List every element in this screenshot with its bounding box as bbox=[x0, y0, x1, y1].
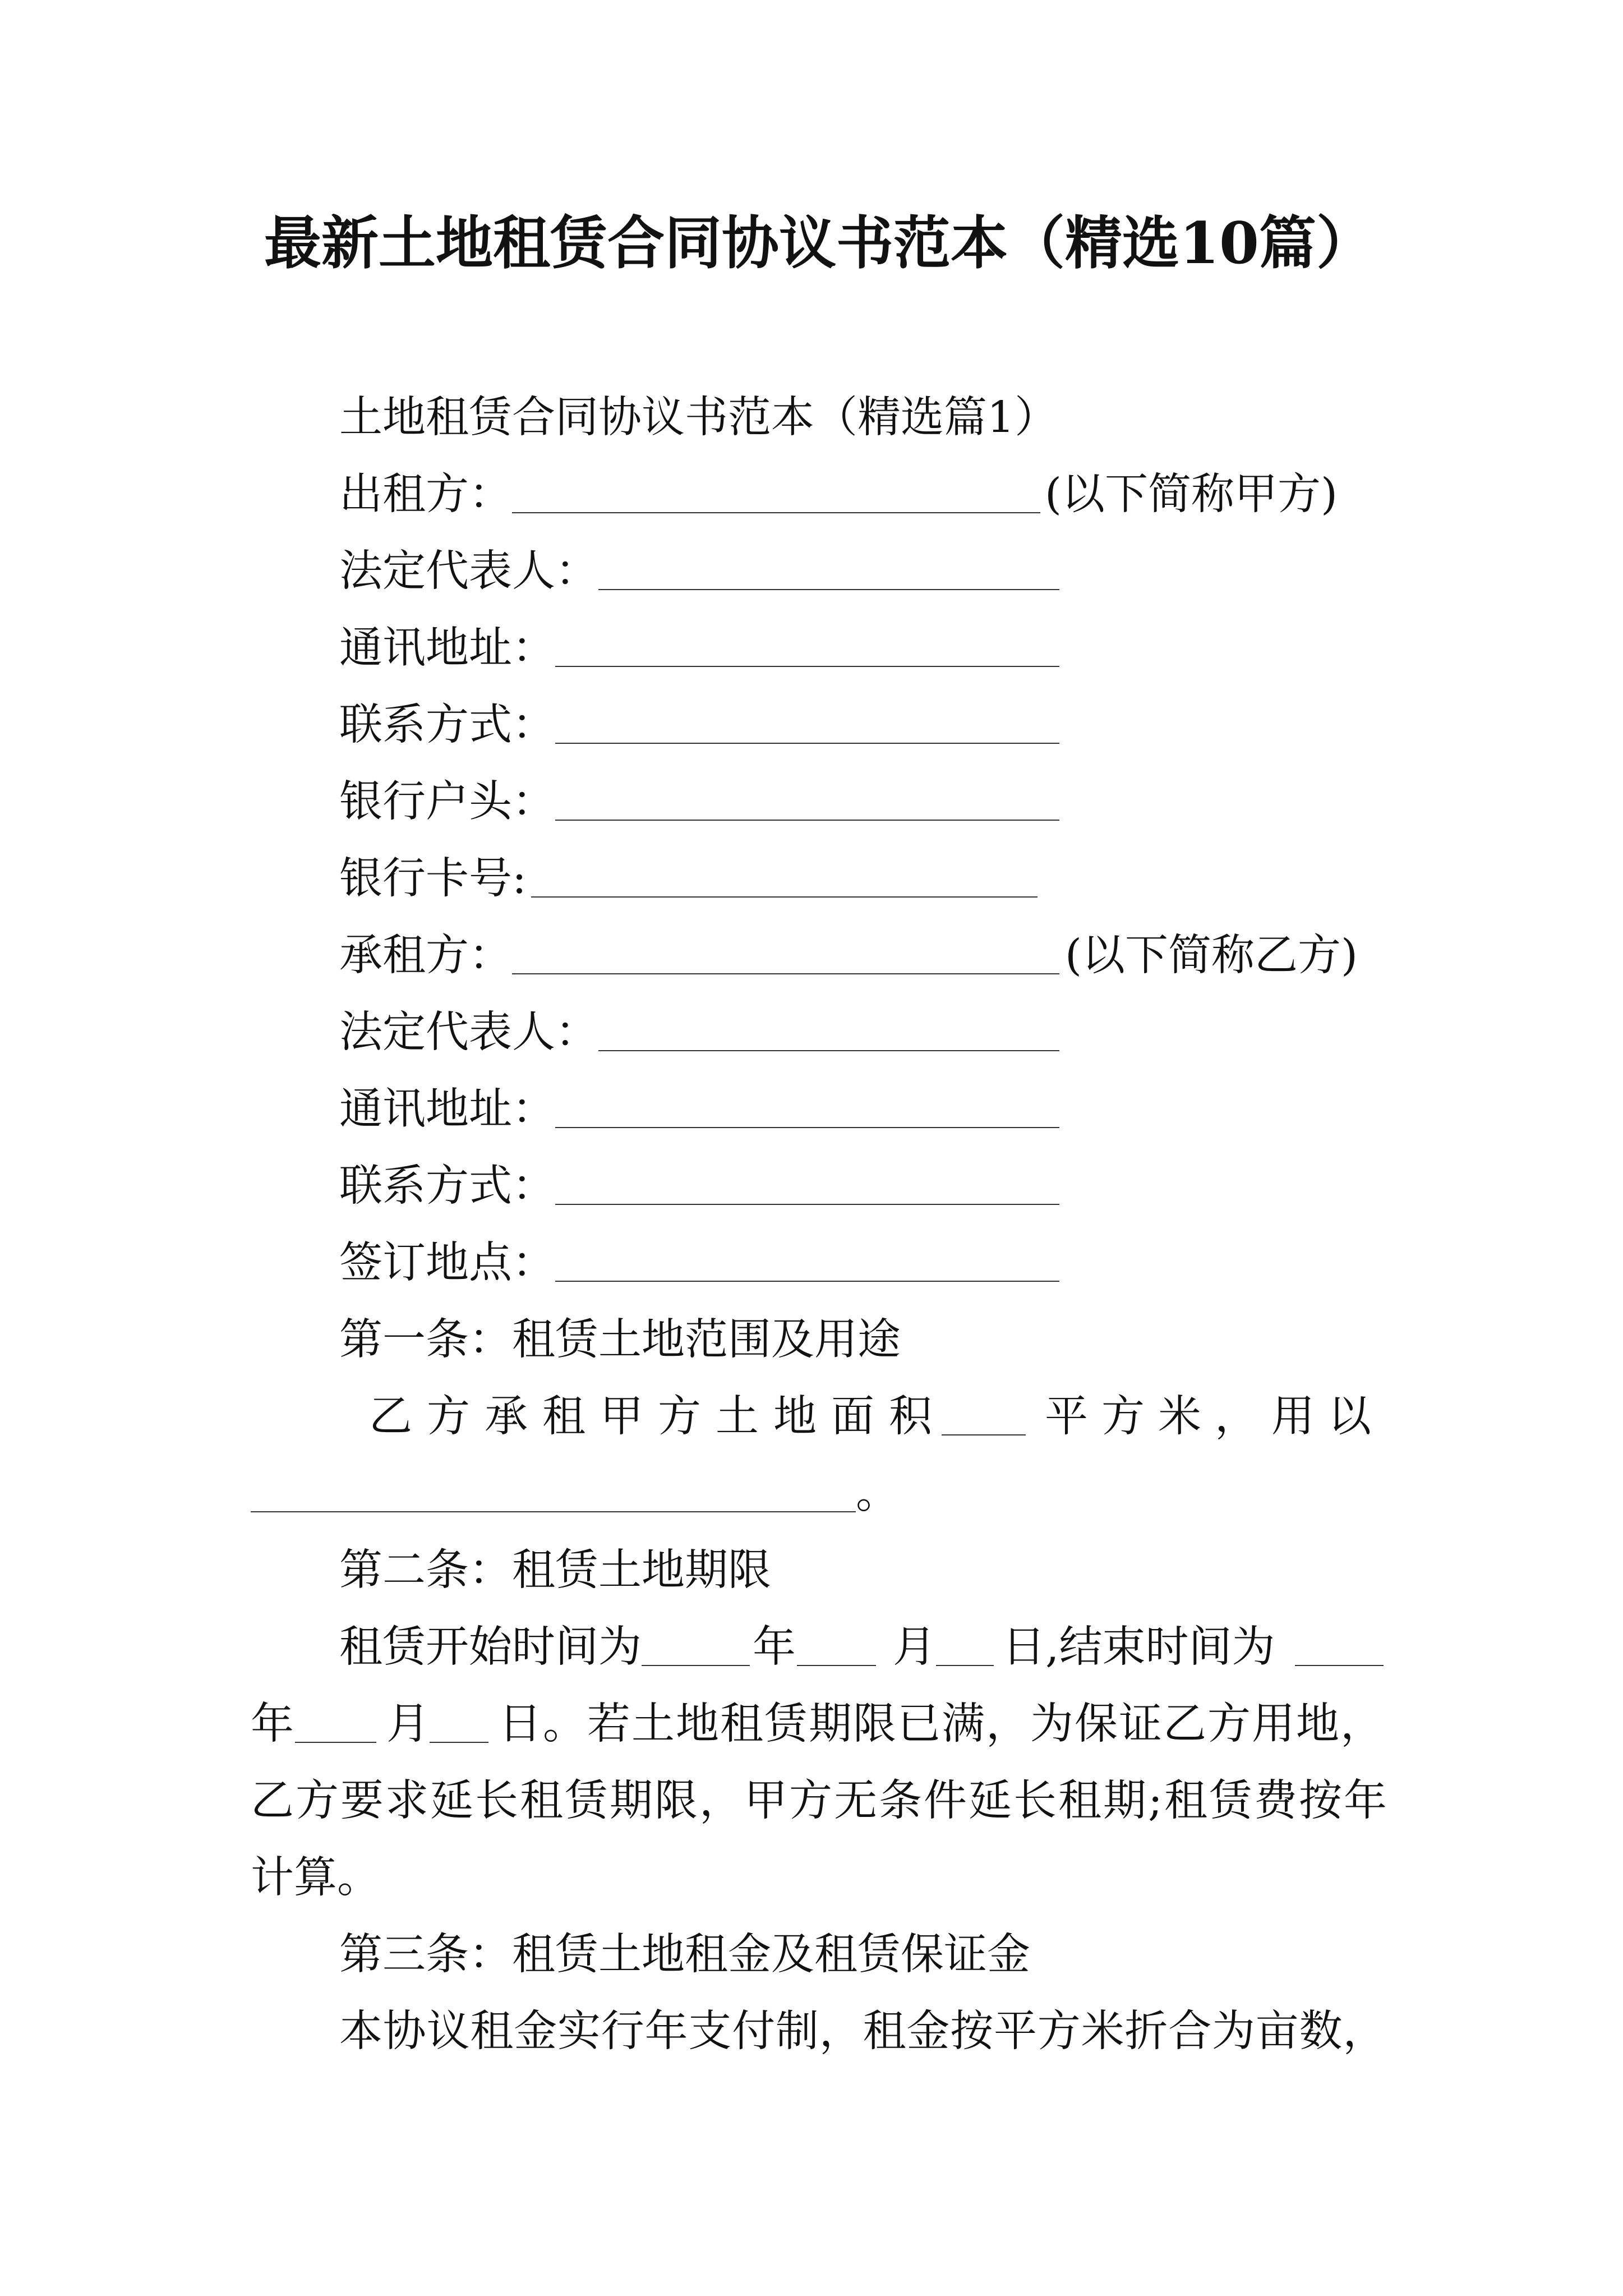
blank-line bbox=[430, 1719, 488, 1743]
field-label: 签订地点： bbox=[339, 1238, 555, 1288]
blank-line bbox=[555, 720, 1059, 744]
field-label: 法定代表人： bbox=[339, 1007, 598, 1057]
blank-line bbox=[295, 1719, 376, 1743]
blank-line bbox=[942, 1412, 1026, 1435]
blank-line bbox=[1295, 1642, 1384, 1666]
lessor-field-representative bbox=[251, 533, 1387, 610]
lessor-line bbox=[251, 456, 1387, 533]
lessor-field-address bbox=[251, 610, 1387, 687]
blank-line bbox=[555, 643, 1059, 667]
article-2-heading: 第二条：租赁土地期限 bbox=[339, 1545, 771, 1595]
article-2-paragraph: 计算。 bbox=[251, 1853, 380, 1903]
lessee-abbreviation: (以下简称乙方) bbox=[1065, 931, 1358, 981]
blank-line bbox=[251, 1489, 856, 1512]
blank-line bbox=[555, 1105, 1059, 1128]
article-3-heading: 第三条：租赁土地租金及租赁保证金 bbox=[339, 1930, 1030, 1980]
blank-line bbox=[598, 567, 1059, 590]
paragraph-text: 乙方承租甲方土地面积 bbox=[369, 1392, 947, 1442]
field-label: 法定代表人： bbox=[339, 546, 598, 596]
field-label: 银行卡号: bbox=[339, 854, 527, 904]
paragraph-text: 租赁开始时间为 bbox=[339, 1622, 642, 1672]
article-1-heading: 第一条：租赁土地范围及用途 bbox=[339, 1315, 901, 1365]
lessee-field-contact bbox=[251, 1148, 1387, 1225]
article-1-paragraph bbox=[251, 1378, 1387, 1455]
lessor-field-contact bbox=[251, 687, 1387, 763]
lessee-label: 承租方： bbox=[339, 931, 512, 981]
blank-line bbox=[512, 490, 1040, 513]
blank-line bbox=[797, 1642, 876, 1666]
paragraph-text: 日,结束时间为 bbox=[1002, 1622, 1275, 1672]
blank-line bbox=[555, 1181, 1059, 1205]
paragraph-text: 年 bbox=[251, 1699, 294, 1749]
lessor-field-bank-account bbox=[251, 763, 1387, 840]
article-1-paragraph-end bbox=[251, 1455, 1387, 1532]
article-2-paragraph bbox=[251, 1609, 1387, 1686]
lessor-abbreviation: (以下简称甲方) bbox=[1045, 470, 1338, 519]
lessee-field-representative bbox=[251, 994, 1387, 1071]
paragraph-text: 日。若土地租赁期限已满，为保证乙方用地， bbox=[499, 1699, 1385, 1749]
document-title: 最新土地租赁合同协议书范本（精选10篇） bbox=[264, 210, 1373, 277]
blank-line bbox=[531, 874, 1038, 898]
lessee-line bbox=[251, 917, 1387, 994]
paragraph-text: 。 bbox=[856, 1469, 899, 1519]
field-label: 联系方式： bbox=[339, 700, 555, 750]
article-3-paragraph: 本协议租金实行年支付制，租金按平方米折合为亩数， bbox=[339, 2007, 1387, 2056]
blank-line bbox=[555, 1258, 1059, 1282]
lessor-field-card-number bbox=[251, 840, 1387, 917]
blank-line bbox=[598, 1028, 1059, 1051]
lessee-field-address bbox=[251, 1071, 1387, 1148]
field-label: 联系方式： bbox=[339, 1161, 555, 1211]
blank-line bbox=[512, 951, 1059, 974]
field-label: 通讯地址： bbox=[339, 623, 555, 673]
lessor-label: 出租方： bbox=[339, 470, 512, 519]
field-label: 银行户头： bbox=[339, 777, 555, 827]
article-2-paragraph: 乙方要求延长租赁期限，甲方无条件延长租期;租赁费按年 bbox=[251, 1776, 1389, 1826]
signing-location-field bbox=[251, 1225, 1387, 1301]
paragraph-text: 平方米，用以 bbox=[1045, 1392, 1385, 1442]
paragraph-text: 月 bbox=[386, 1699, 430, 1749]
article-2-paragraph bbox=[251, 1686, 1387, 1763]
field-label: 通讯地址： bbox=[339, 1084, 555, 1134]
document-body bbox=[251, 379, 1387, 2070]
blank-line bbox=[936, 1642, 994, 1666]
blank-line bbox=[555, 797, 1059, 821]
paragraph-text: 月 bbox=[893, 1622, 936, 1672]
section-heading: 土地租赁合同协议书范本（精选篇1） bbox=[339, 393, 1058, 443]
paragraph-text: 年 bbox=[753, 1622, 796, 1672]
blank-line bbox=[642, 1642, 750, 1666]
